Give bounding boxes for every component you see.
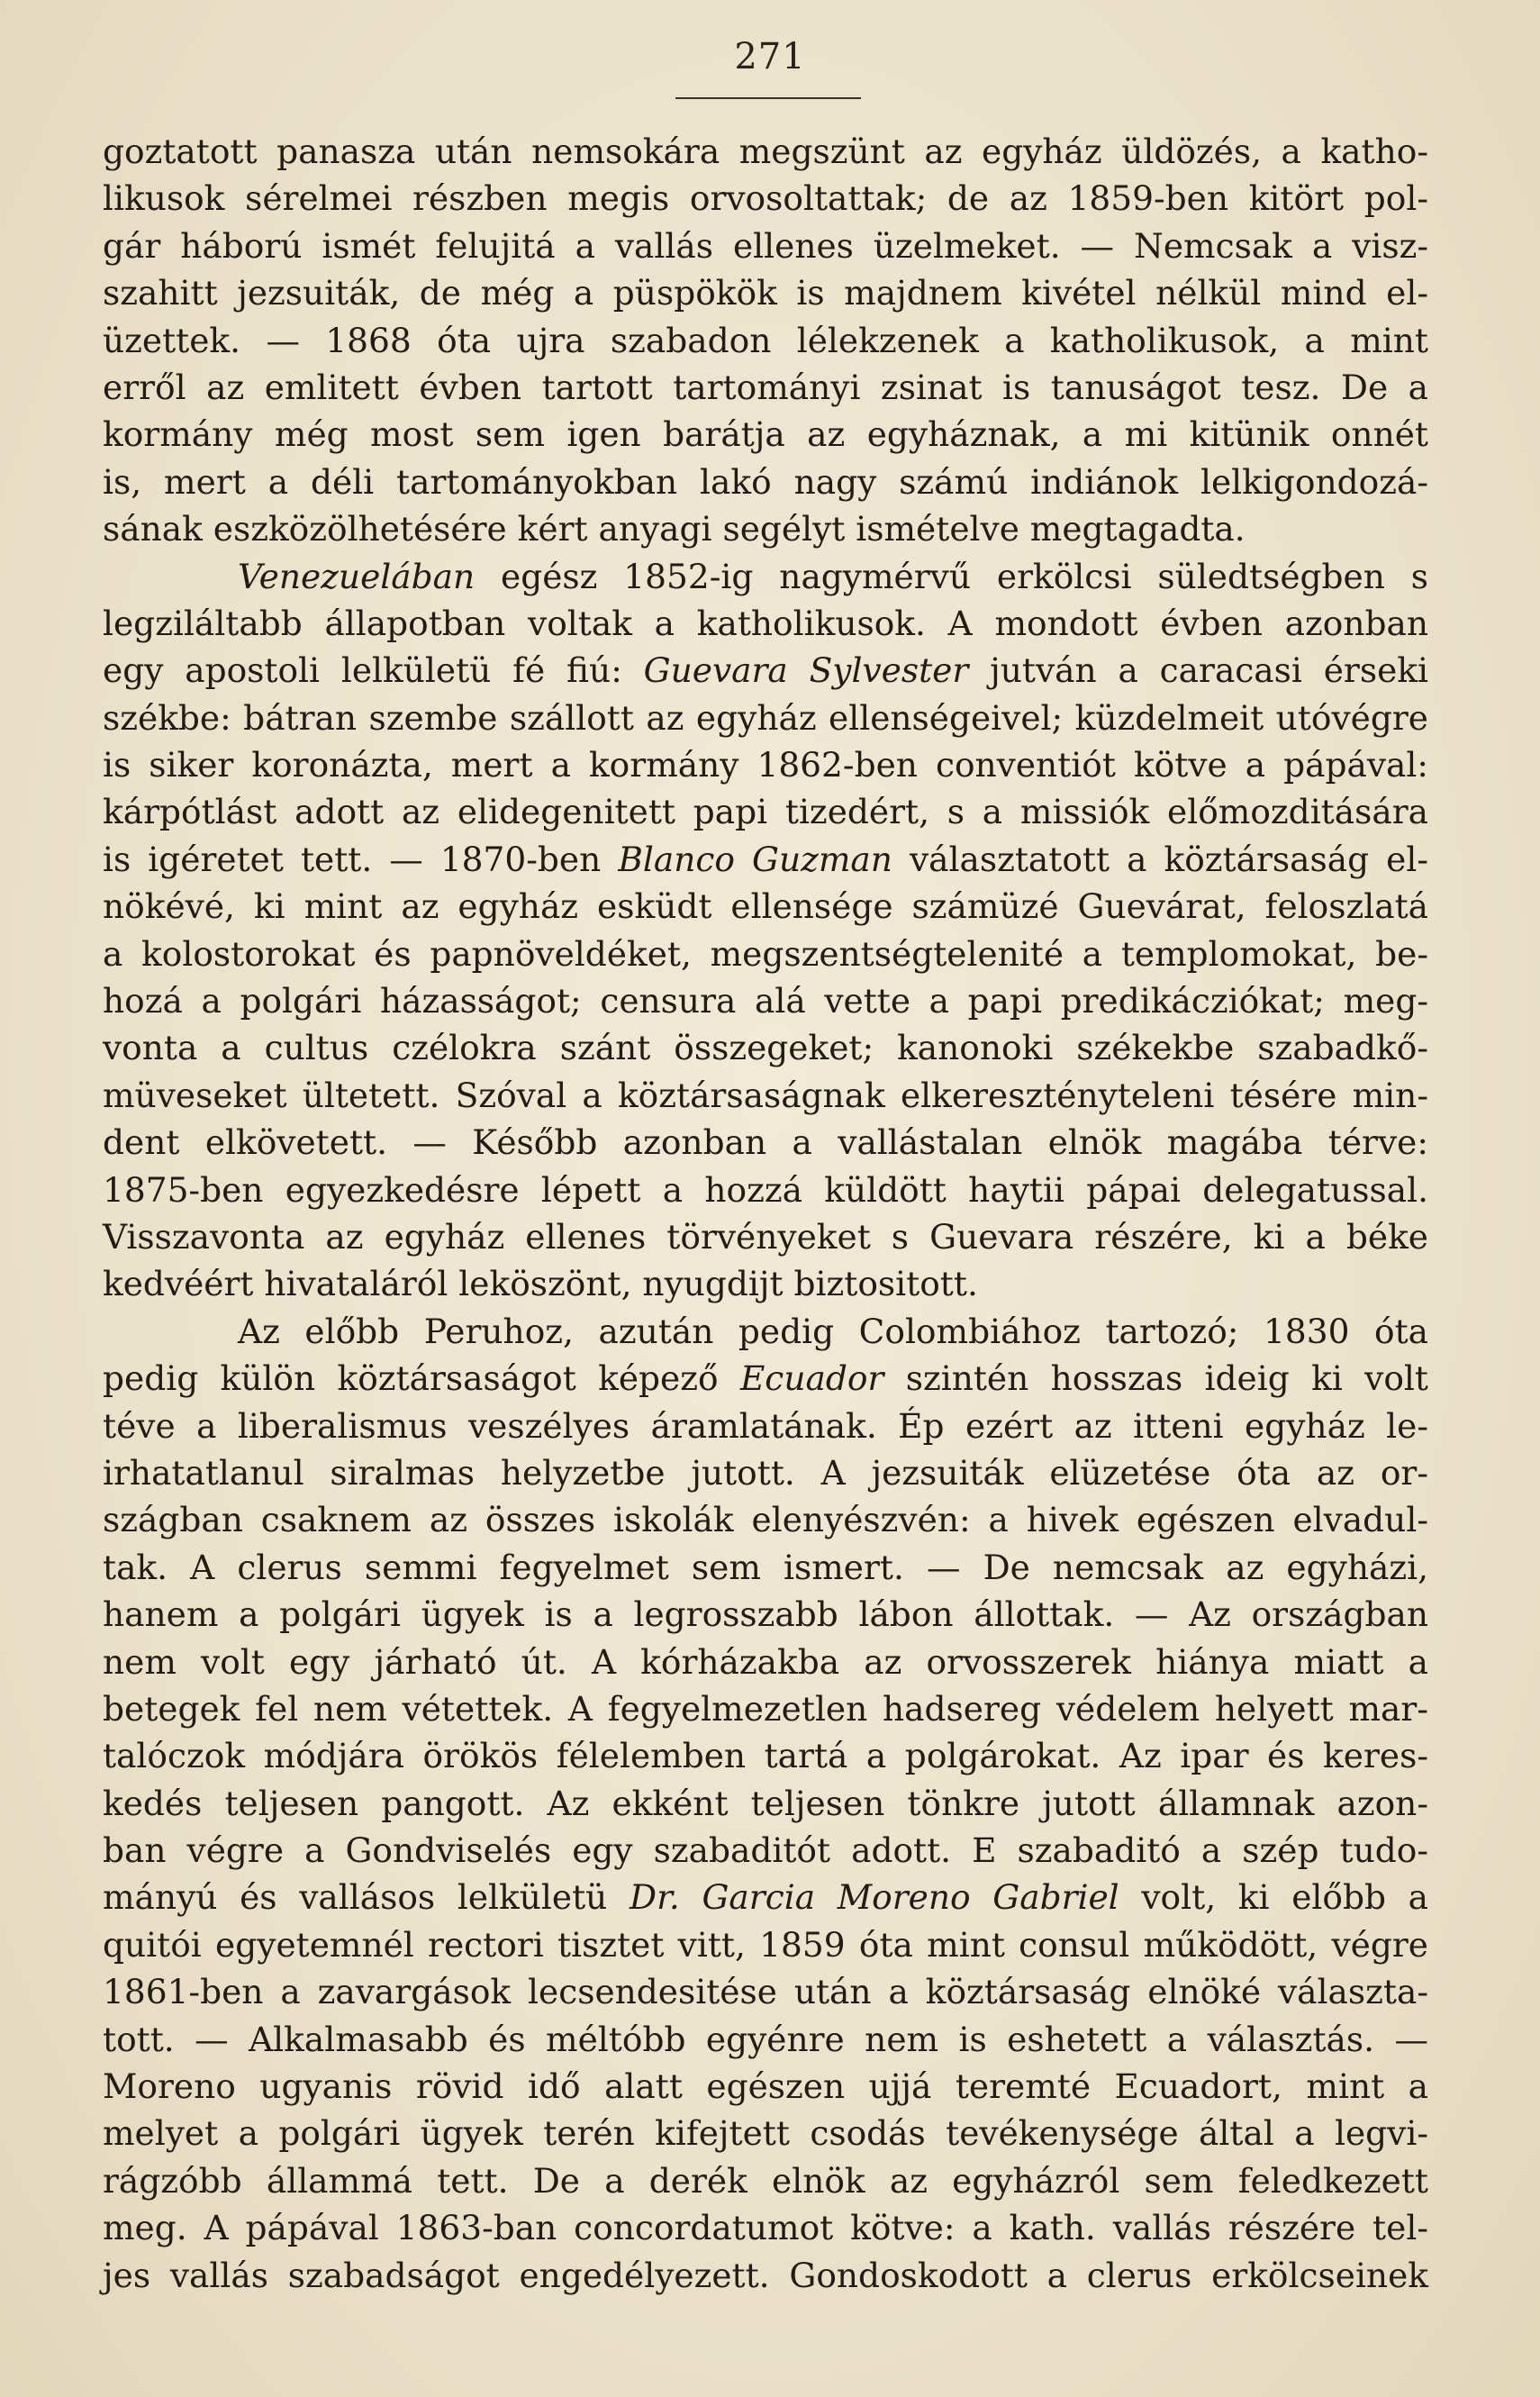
body-text (103, 128, 1428, 2299)
text-line (103, 2252, 1428, 2299)
text-line (103, 459, 1428, 505)
text-segment: hanem a polgári ügyek is a legrosszabb lábon állottak. — Az országban (103, 1594, 1428, 1635)
text-segment: meg. A pápával 1863-ban concordatumot kötve: a kath. vallás részére tel- (103, 2208, 1428, 2248)
text-segment: Az előbb Peruhoz, azután pedig Colombiához tartozó; 1830 óta (238, 1311, 1428, 1351)
text-segment: vonta a cultus czélokra szánt összegeket; kanonoki székekbe szabadkő- (103, 1028, 1428, 1068)
italic-segment: Ecuador (739, 1358, 884, 1399)
page-number: 271 (734, 36, 806, 77)
text-segment: tott. — Alkalmasabb és méltóbb egyénre nem is eshetett a választás. — (103, 2019, 1428, 2059)
italic-segment: Venezuelában (238, 556, 476, 596)
text-line (103, 1260, 1428, 1307)
text-segment: betegek fel nem vétettek. A fegyelmezetlen hadsereg védelem helyett mar- (103, 1688, 1428, 1729)
text-line (103, 2016, 1428, 2063)
text-line (103, 2110, 1428, 2156)
text-segment: pedig külön köztársaságot képező (103, 1358, 740, 1399)
text-segment: is siker koronázta, mert a kormány 1862-ben conventiót kötve a pápával: (103, 745, 1428, 785)
italic-segment: Dr. Garcia Moreno Gabriel (630, 1877, 1119, 1918)
text-line (103, 1827, 1428, 1874)
text-line (103, 836, 1428, 883)
text-segment: székbe: bátran szembe szállott az egyház ellenségeivel; küzdelmeit utóvégre (103, 697, 1428, 738)
text-line (103, 1921, 1428, 1968)
text-segment: quitói egyetemnél rectori tisztet vitt, 1859 óta mint consul működött, végre (103, 1924, 1428, 1965)
text-line (103, 1874, 1428, 1920)
text-line (103, 1213, 1428, 1260)
text-segment: müveseket ültetett. Szóval a köztársaságnak elkeresztényteleni tésére min- (103, 1075, 1428, 1115)
text-line (103, 931, 1428, 977)
text-segment: dent elkövetett. — Később azonban a vallástalan elnök magába térve: (103, 1122, 1428, 1163)
text-segment: irhatatlanul siralmas helyzetbe jutott. A jezsuiták elüzetése óta az or- (103, 1452, 1428, 1493)
text-line (103, 1119, 1428, 1166)
text-segment: a kolostorokat és papnöveldéket, megszentségtelenité a templomokat, be- (103, 933, 1428, 974)
text-line (103, 1591, 1428, 1638)
text-segment: 1875-ben egyezkedésre lépett a hozzá küldött haytii pápai delegatussal. (103, 1169, 1428, 1210)
text-line (103, 1968, 1428, 2015)
text-segment: sának eszközölhetésére kért anyagi segélyt ismételve megtagadta. (103, 509, 1246, 549)
text-line (103, 1024, 1428, 1071)
text-line (103, 222, 1428, 269)
text-segment: kedés teljesen pangott. Az ekként teljesen tönkre jutott államnak azon- (103, 1783, 1428, 1823)
text-segment: kedvéért hivataláról leköszönt, nyugdijt biztositott. (103, 1264, 978, 1304)
text-segment: gár háború ismét felujitá a vallás ellenes üzelmeket. — Nemcsak a visz- (103, 225, 1428, 266)
text-segment: melyet a polgári ügyek terén kifejtett csodás tevékenysége által a legvi- (103, 2113, 1428, 2154)
text-line (103, 1072, 1428, 1119)
text-line (103, 1167, 1428, 1213)
text-segment: Moreno ugyanis rövid idő alatt egészen ujjá teremté Ecuadort, mint a (103, 2066, 1428, 2107)
text-segment: szahitt jezsuiták, de még a püspökök is majdnem kivétel nélkül mind el- (103, 273, 1428, 313)
text-line (103, 741, 1428, 788)
text-segment: tak. A clerus semmi fegyelmet sem ismert. — De nemcsak az egyházi, (103, 1547, 1428, 1587)
text-segment: likusok sérelmei részben megis orvosoltattak; de az 1859-ben kitört pol- (103, 178, 1428, 219)
page-header (0, 36, 1540, 77)
text-segment: mányú és vallásos lelkületü (103, 1877, 630, 1918)
text-line (103, 2204, 1428, 2251)
text-line (103, 411, 1428, 458)
text-segment: is igéretet tett. — 1870-ben (103, 839, 619, 879)
text-segment: legziláltabb állapotban voltak a katholikusok. A mondott évben azonban (103, 603, 1428, 643)
text-segment: goztatott panasza után nemsokára megszünt az egyház üldözés, a katho- (103, 132, 1428, 171)
text-line (103, 977, 1428, 1024)
text-segment: egész 1852-ig nagymérvű erkölcsi süledtségben s (475, 556, 1428, 596)
text-line (103, 695, 1428, 741)
text-line (103, 269, 1428, 316)
italic-segment: Guevara Sylvester (643, 650, 969, 691)
text-segment: nem volt egy járható út. A kórházakba az orvosszerek hiánya miatt a (103, 1641, 1428, 1682)
text-segment: jutván a caracasi érseki (968, 650, 1429, 691)
text-segment: volt, ki előbb a (1119, 1877, 1429, 1918)
text-segment: szágban csaknem az összes iskolák elenyészvén: a hivek egészen elvadul- (103, 1500, 1428, 1540)
text-line (103, 1780, 1428, 1827)
text-line (103, 364, 1428, 411)
text-line (103, 600, 1428, 647)
text-line (103, 2063, 1428, 2110)
text-segment: szintén hosszas ideig ki volt (883, 1358, 1428, 1399)
text-line (103, 1732, 1428, 1779)
text-segment: téve a liberalismus veszélyes áramlatának. Ép ezért az itteni egyház le- (103, 1405, 1428, 1446)
text-line (103, 1403, 1428, 1449)
text-line (103, 553, 1428, 600)
text-segment: hozá a polgári házasságot; censura alá vette a papi predikácziókat; meg- (103, 981, 1428, 1021)
text-line (103, 1308, 1428, 1355)
text-line (103, 788, 1428, 835)
text-line (103, 1639, 1428, 1685)
text-segment: talóczok módjára örökös félelemben tartá a polgárokat. Az ipar és keres- (103, 1736, 1428, 1776)
text-segment: választatott a köztársaság el- (892, 839, 1428, 879)
text-line (103, 647, 1428, 694)
text-line (103, 1449, 1428, 1496)
italic-segment: Blanco Guzman (618, 839, 892, 879)
text-line (103, 2157, 1428, 2204)
text-line (103, 1355, 1428, 1402)
text-line (103, 1496, 1428, 1543)
text-segment: 1861-ben a zavargások lecsendesitése után a köztársaság elnöké választa- (103, 1972, 1428, 2012)
text-line (103, 883, 1428, 930)
text-segment: üzettek. — 1868 óta ujra szabadon lélekzenek a katholikusok, a mint (103, 320, 1428, 360)
text-segment: is, mert a déli tartományokban lakó nagy számú indiánok lelkigondozá- (103, 461, 1428, 502)
text-line (103, 1544, 1428, 1591)
header-rule (675, 97, 861, 99)
text-segment: kárpótlást adott az elidegenitett papi tizedért, s a missiók előmozditására (103, 792, 1428, 832)
text-segment: egy apostoli lelkületü fé fiú: (103, 650, 644, 691)
text-segment: nökévé, ki mint az egyház esküdt ellensége számüzé Guevárat, feloszlatá (103, 886, 1428, 927)
text-segment: rágzóbb állammá tett. De a derék elnök az egyházról sem feledkezett (103, 2160, 1428, 2201)
text-segment: erről az emlitett évben tartott tartományi zsinat is tanuságot tesz. De a (103, 367, 1428, 407)
text-segment: kormány még most sem igen barátja az egyháznak, a mi kitünik onnét (103, 414, 1428, 455)
text-segment: ban végre a Gondviselés egy szabaditót adott. E szabaditó a szép tudo- (103, 1830, 1428, 1871)
text-line (103, 175, 1428, 222)
text-line (103, 1685, 1428, 1732)
text-line (103, 505, 1428, 552)
text-line (103, 317, 1428, 364)
text-line (103, 128, 1428, 175)
text-segment: jes vallás szabadságot engedélyezett. Gondoskodott a clerus erkölcseinek (103, 2255, 1428, 2295)
text-segment: Visszavonta az egyház ellenes törvényeket s Guevara részére, ki a béke (103, 1216, 1428, 1257)
